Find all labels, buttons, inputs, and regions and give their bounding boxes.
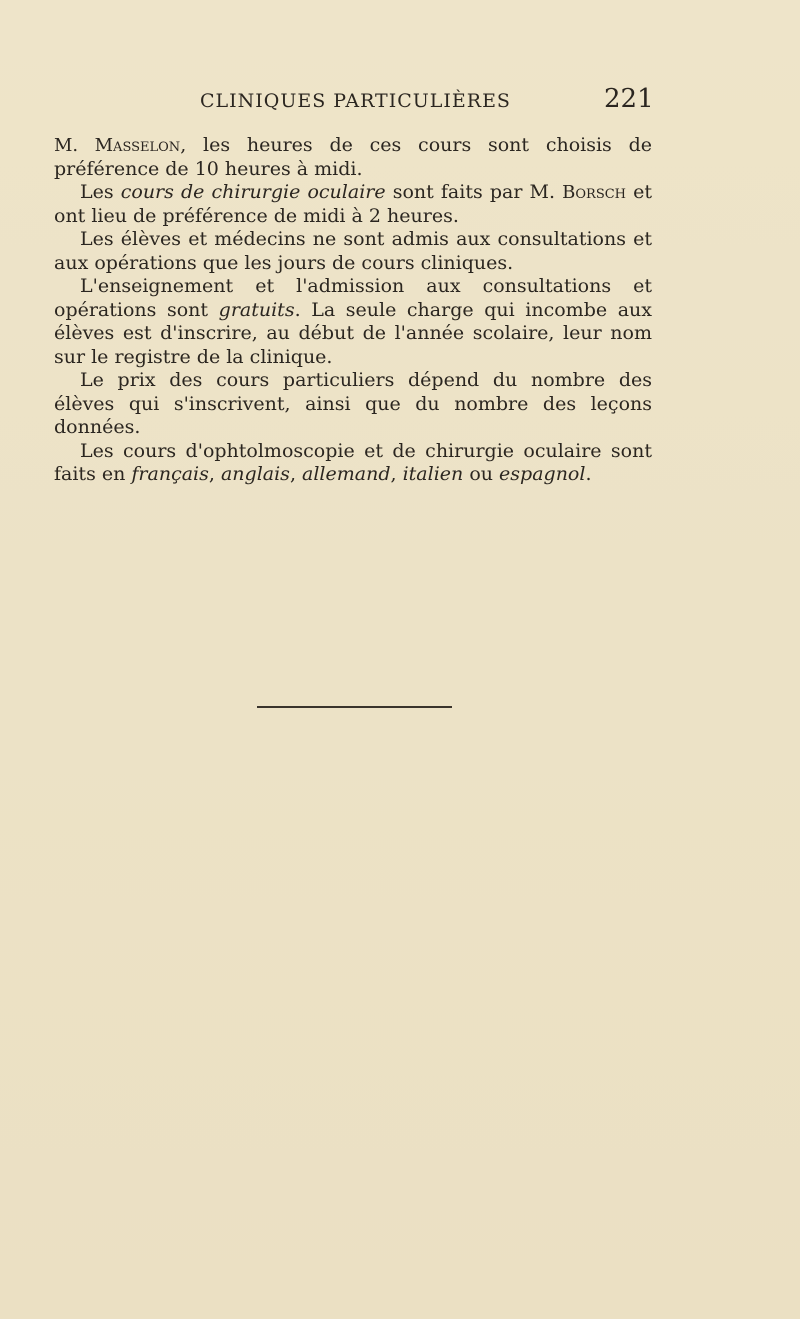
paragraph-text: , les heures de ces cours sont choisis de préférence de 10 heures à midi. bbox=[54, 134, 652, 180]
paragraph-text: sont faits par M. bbox=[385, 181, 563, 203]
emphasis: italien bbox=[402, 463, 464, 485]
paragraph-text: Les bbox=[80, 181, 121, 203]
page-number: 221 bbox=[604, 84, 654, 114]
separator: , bbox=[390, 463, 403, 485]
paragraph-text: Le prix des cours particuliers dépend du nombre des élèves qui s'inscrivent, ainsi que du nombre des leçons données. bbox=[54, 369, 652, 438]
paragraph-4 bbox=[54, 275, 652, 369]
separator: , bbox=[208, 463, 221, 485]
person-name: M. Masselon bbox=[54, 135, 181, 156]
paragraph-text: L'enseignement et l'admission aux consultations et opérations sont bbox=[54, 275, 652, 321]
paragraph-text: Les élèves et médecins ne sont admis aux consultations et aux opérations que les jours de cours cliniques. bbox=[54, 228, 652, 274]
paragraph-text: et ont lieu de préférence de midi à 2 heures. bbox=[54, 181, 653, 227]
emphasis: gratuits bbox=[218, 298, 295, 321]
separator: ou bbox=[463, 463, 500, 485]
paragraph-3 bbox=[54, 228, 652, 275]
running-title: CLINIQUES PARTICULIÈRES bbox=[200, 90, 511, 112]
person-name: Borsch bbox=[562, 182, 627, 203]
paragraph-1 bbox=[54, 134, 652, 181]
emphasis: cours de chirurgie oculaire bbox=[120, 181, 386, 203]
body-text bbox=[54, 134, 652, 487]
emphasis: anglais bbox=[220, 463, 290, 485]
emphasis: allemand bbox=[302, 463, 391, 485]
page-header bbox=[0, 84, 800, 124]
section-divider bbox=[257, 706, 452, 708]
separator: , bbox=[289, 463, 303, 485]
emphasis: français bbox=[131, 463, 209, 485]
paragraph-6 bbox=[54, 440, 652, 487]
paragraph-2 bbox=[54, 181, 652, 228]
emphasis: espagnol bbox=[499, 463, 586, 485]
separator: . bbox=[585, 463, 592, 485]
paragraph-text: Les cours d'ophtolmoscopie et de chirurgie oculaire sont faits en bbox=[54, 439, 652, 485]
paragraph-text: . La seule charge qui incombe aux élèves est d'inscrire, au début de l'année scolaire, leur nom sur le registre de la clinique. bbox=[54, 298, 652, 368]
paragraph-5 bbox=[54, 369, 652, 440]
